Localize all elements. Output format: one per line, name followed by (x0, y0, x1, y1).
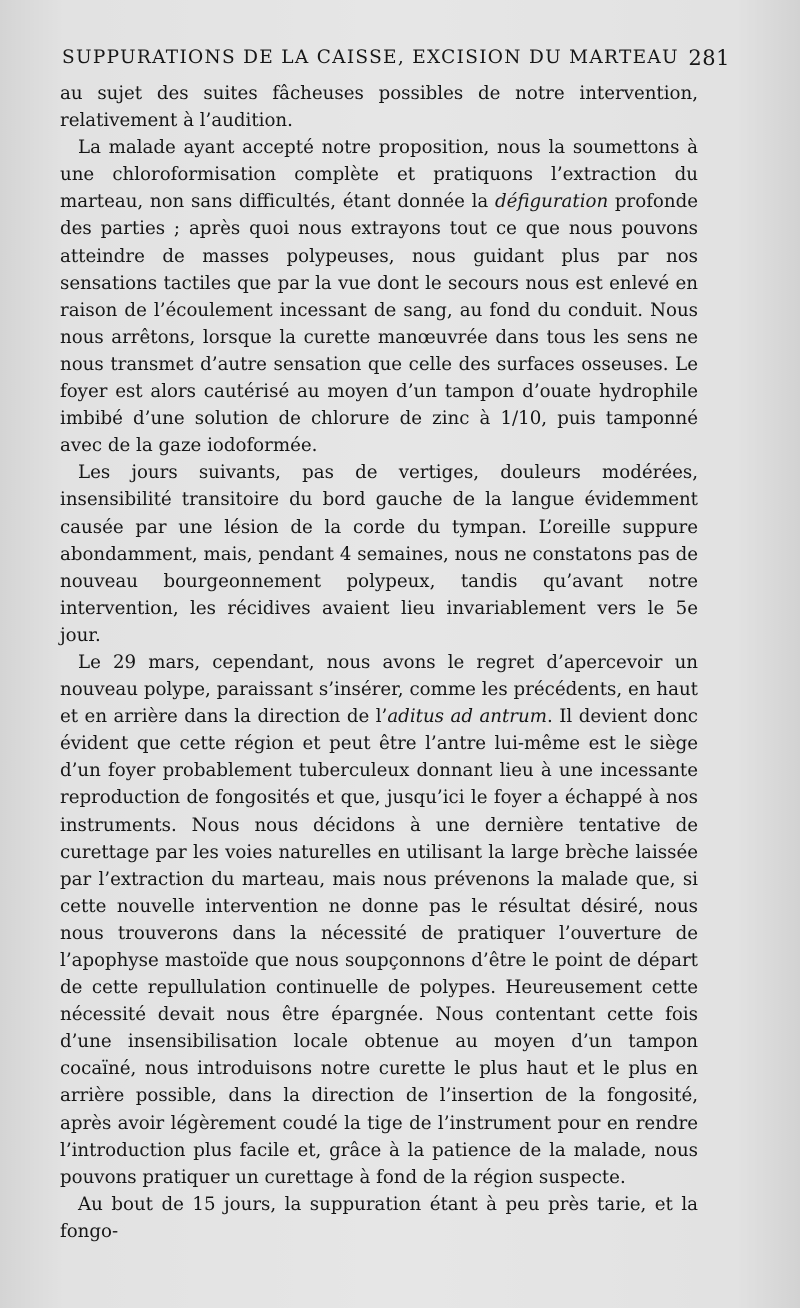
page-number: 281 (688, 46, 730, 70)
italic-term: défiguration (494, 191, 609, 213)
paragraph-text: Au bout de 15 jours, la suppuration étant à peu près tarie, et la fongo- (60, 1193, 698, 1242)
paragraph-2 (60, 134, 698, 459)
italic-term: aditus ad antrum (387, 706, 547, 728)
paragraph-text: Le 29 mars, cependant, nous avons le regret d’apercevoir un nouveau polype, paraissant s’insérer, comme les précédents, en haut et en arrière dans la direction de l’ (60, 651, 698, 728)
paragraph-4 (60, 649, 698, 1191)
paragraph-text: au sujet des suites fâcheuses possibles de notre intervention, relativement à l’audition. (60, 83, 698, 132)
paragraph-3 (60, 459, 698, 649)
paragraph-text: . Il devient donc évident que cette région et peut être l’antre lui-même est le siège d’un foyer probablement tuberculeux donnant lieu à une incessante reproduction de fongosités et que, jusqu’ici le foyer a échappé à nos instruments. Nous nous décidons à une dernière tentative de curettage par les voies naturelles en utilisant la large brèche laissée par l’extraction du marteau, mais nous prévenons la malade que, si cette nouvelle intervention ne donne pas le résultat désiré, nous nous trouverons dans la nécessité de pratiquer l’ouverture de l’apophyse mastoïde que nous soupçonnons d’être le point de départ de cette repullulation continuelle de polypes. Heureusement cette nécessité devait nous être épargnée. Nous contentant cette fois d’une insensibilisation locale obtenue au moyen d’un tampon cocaïné, nous introduisons notre curette le plus haut et le plus en arrière possible, dans la direction de l’insertion de la fongosité, après avoir légèrement coudé la tige de l’instrument pour en rendre l’introduction plus facile et, grâce à la patience de la malade, nous pouvons pratiquer un curettage à fond de la région suspecte. (60, 706, 698, 1188)
paragraph-1 (60, 80, 698, 134)
paragraph-text: Les jours suivants, pas de vertiges, douleurs modérées, insensibilité transitoire du bord gauche de la langue évidemment causée par une lésion de la corde du tympan. L’oreille suppure abondamment, mais, pendant 4 semaines, nous ne constatons pas de nouveau bourgeonnement polypeux, tandis qu’avant notre intervention, les récidives avaient lieu invariablement vers le 5e jour. (60, 462, 698, 646)
paragraph-text: La malade ayant accepté notre proposition, nous la soumettons à une chloroformisation complète et pratiquons l’extraction du marteau, non sans difficultés, étant donnée la (60, 137, 698, 213)
running-head-title: SUPPURATIONS DE LA CAISSE, EXCISION DU MARTEAU (62, 47, 679, 68)
paragraph-5 (60, 1191, 698, 1245)
body-text (60, 80, 698, 1245)
paragraph-text: profonde des parties ; après quoi nous extrayons tout ce que nous pouvons atteindre de masses polypeuses, nous guidant plus par nos sensations tactiles que par la vue dont le secours nous est enlevé en raison de l’écoulement incessant de sang, au fond du conduit. Nous nous arrêtons, lorsque la curette manœuvrée dans tous les sens ne nous transmet d’autre sensation que celle des surfaces osseuses. Le foyer est alors cautérisé au moyen d’un tampon d’ouate hydrophile imbibé d’une solution de chlorure de zinc à 1/10, puis tamponné avec de la gaze iodoformée. (60, 191, 698, 457)
running-head (62, 38, 742, 78)
